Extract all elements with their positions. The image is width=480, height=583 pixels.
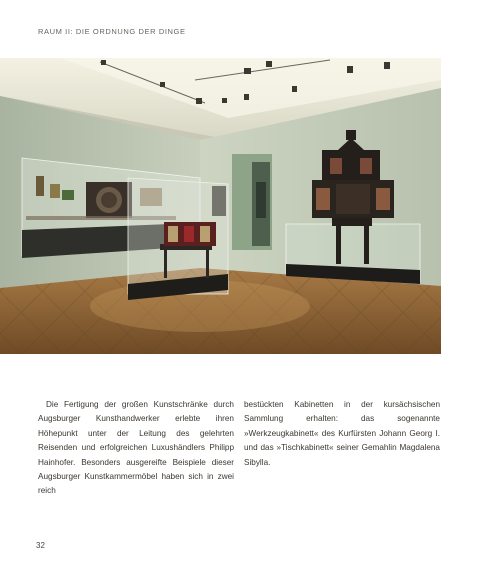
page-number: 32 [36,541,45,550]
running-head: RAUM II: DIE ORDNUNG DER DINGE [38,27,186,36]
museum-gallery-photo [0,58,441,354]
body-text-right-column [244,398,440,470]
body-text-left-column [38,398,234,499]
paragraph: Die Fertigung der großen Kunstschränke durch Augsburger Kunsthandwerker erlebte ihren Höhepunkt unter der Leitung des gelehrten Reisenden und erfolgreichen Luxushändlers Philipp Hainhofer. Besonders ausgereifte Beispiele dieser Augsburger Kunstkammermöbel haben sich in zwei reich [38,400,234,496]
paragraph-continuation: bestückten Kabinetten in der kursächsischen Sammlung erhalten: das sogenannte »Werkzeugkabinett« des Kurfürsten Johann Georg I. und das »Tischkabinett« seiner Gemahlin Magdalena Sibylla. [244,400,440,467]
